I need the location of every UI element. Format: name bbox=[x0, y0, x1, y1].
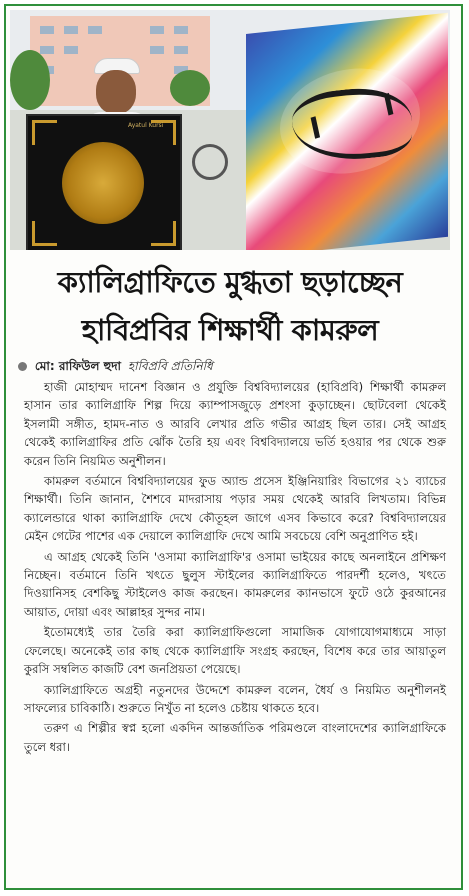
bullet-icon bbox=[18, 362, 27, 371]
author-role: হাবিপ্রবি প্রতিনিধি bbox=[127, 359, 213, 373]
tree bbox=[10, 50, 50, 110]
ayatul-kursi-frame bbox=[26, 114, 182, 250]
article-body bbox=[24, 378, 446, 758]
author-name: মো: রাফিউল হুদা bbox=[34, 359, 122, 373]
frame-label: Ayatul Kursi bbox=[128, 122, 164, 129]
headline-line-1: ক্যালিগ্রাফিতে মুগ্ধতা ছড়াচ্ছেন bbox=[57, 265, 403, 299]
bicycle-wheel bbox=[192, 144, 228, 180]
paragraph: ক্যালিগ্রাফিতে অগ্রহী নতুনদের উদ্দেশে কামরুল বলেন, ধৈর্য ও নিয়মিত অনুশীলনই সাফল্যের চাবিকাঠি। শুরুতে নিখুঁত না হলেও চেষ্টায় থাকতে হবে। bbox=[24, 682, 446, 715]
article-photo bbox=[10, 10, 450, 250]
paragraph: হাজী মোহাম্মদ দানেশ বিজ্ঞান ও প্রযুক্তি বিশ্ববিদ্যালয়ের (হাবিপ্রবি) শিক্ষার্থী কামরুল হাসান তার ক্যালিগ্রাফি শিল্প দিয়ে ক্যাম্পাসজুড়ে প্রশংসা কুড়াচ্ছেন। ছোটবেলা থেকেই ইসলামী সঙ্গীত, হামদ-নাত ও আরবি লেখার প্রতি গভীর আগ্রহ ছিল তার। সেই আগ্রহ থেকেই ক্যালিগ্রাফির প্রতি ঝোঁক তৈরি হয় এবং বিশ্ববিদ্যালয়ে ভর্তি হওয়ার পর থেকে শুরু করেন তিনি নিয়মিত অনুশীলন। bbox=[24, 380, 446, 468]
headline bbox=[10, 258, 450, 354]
paragraph: ইতোমধ্যেই তার তৈরি করা ক্যালিগ্রাফিগুলো সামাজিক যোগাযোগমাধ্যমে সাড়া ফেলেছে। অনেকেই তার কাছ থেকে ক্যালিগ্রাফি সংগ্রহ করছেন, বিশেষ করে তার আয়াতুল কুরসি সম্বলিত কাজটি বেশ জনপ্রিয়তা পেয়েছে। bbox=[24, 625, 446, 677]
paragraph: এ আগ্রহ থেকেই তিনি 'ওসামা ক্যালিগ্রাফি'র ওসামা ভাইয়ের কাছে অনলাইনে প্রশিক্ষণ নিচ্ছেন। বর্তমানে তিনি খৎতে ছুলুস স্টাইলের ক্যালিগ্রাফিতে পারদর্শী হলেও, খৎতে দিওয়ানিসহ বেশকিছু স্টাইলেও কাজ করছেন। কামরুলের ক্যানভাসে ফুটে ওঠে কুরআনের আয়াত, দোয়া এবং আল্লাহর সুন্দর নাম। bbox=[24, 549, 446, 619]
byline bbox=[18, 358, 448, 378]
paragraph: কামরুল বর্তমানে বিশ্ববিদ্যালয়ের ফুড অ্যান্ড প্রসেস ইঞ্জিনিয়ারিং বিভাগের ২১ ব্যাচের শিক্ষার্থী। তিনি জানান, শৈশবে মাদরাসায় পড়ার সময় থেকেই আরবি লিখতাম। বিভিন্ন ক্যালেন্ডারে থাকা ক্যালিগ্রাফি দেখে কৌতূহল জাগে এসব কিভাবে করে? বিশ্ববিদ্যালয়ের মেইন গেটের পাশের এক দেয়ালে ক্যালিগ্রাফি দেখে আমি সবচেয়ে বেশি অনুপ্রাণিত হই। bbox=[24, 474, 446, 544]
gold-calligraphy-seal bbox=[62, 142, 144, 224]
headline-line-2: হাবিপ্রবির শিক্ষার্থী কামরুল bbox=[81, 313, 379, 347]
paragraph: তরুণ এ শিল্পীর স্বপ্ন হলো একদিন আন্তর্জাতিক পরিমণ্ডলে বাংলাদেশের ক্যালিগ্রাফিকে তুলে ধরা। bbox=[24, 721, 446, 754]
tree bbox=[170, 70, 210, 106]
colorful-calligraphy-canvas bbox=[246, 13, 448, 250]
